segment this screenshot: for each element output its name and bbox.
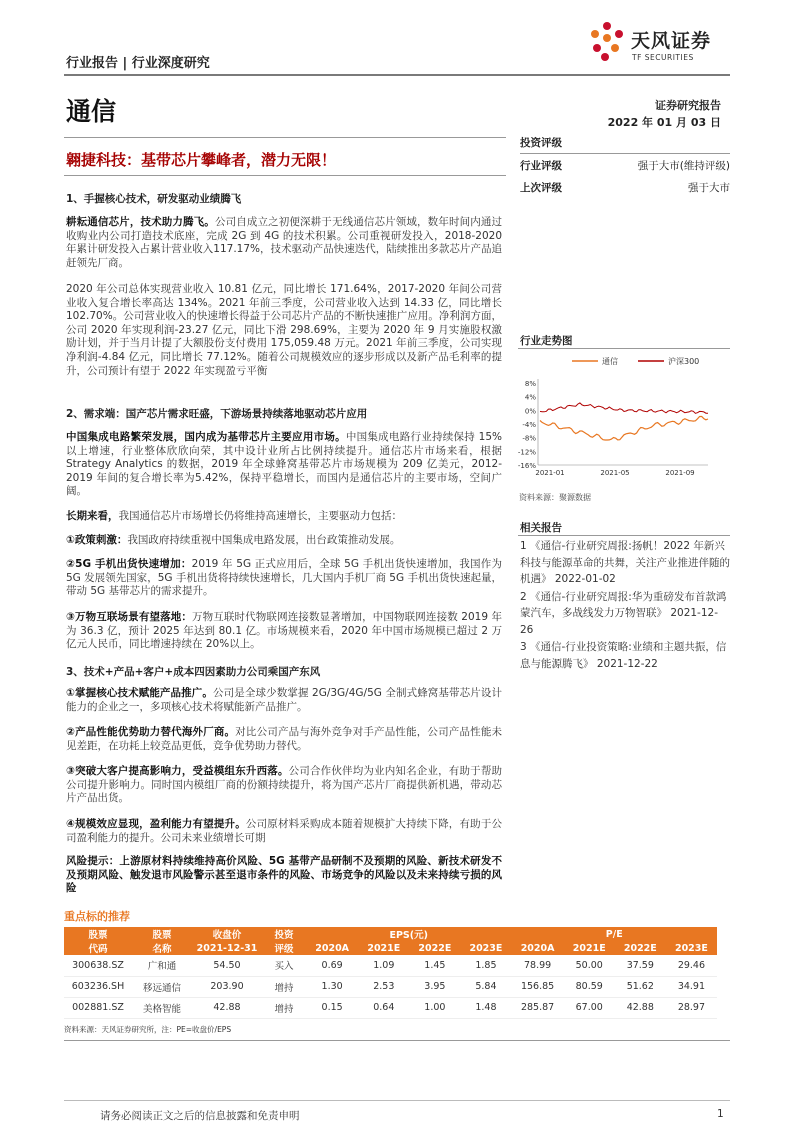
col-header: 2022E <box>409 941 460 955</box>
col-header: 2021E <box>358 941 409 955</box>
company-logo <box>585 20 725 72</box>
col-header: 2023E <box>460 941 511 955</box>
table-header-row <box>64 927 717 941</box>
table-source: 资料来源：天风证券研究所，注：PE=收盘价/EPS <box>64 1025 232 1034</box>
footer-top-rule <box>64 1040 730 1041</box>
col-header: 收盘价 <box>192 927 262 941</box>
col-header: 2020A <box>511 941 563 955</box>
col-header: P/E <box>511 927 717 941</box>
paragraph: ③万物互联场景有望落地：万物互联时代物联网连接数显著增加，中国物联网连接数 2019 年为 36.3 亿，预计 2025 年达到 80.1 亿。市场规模来看，2020 年中国市场规模已超过 2 万亿元人民币，同比增速持续在 20%以上。 <box>66 611 502 651</box>
report-date: 2022 年 01 月 03 日 <box>607 116 721 129</box>
rating-box <box>520 135 730 199</box>
related-report-link[interactable]: 1 《通信-行业研究周报:扬帆！2022 年新兴科技与能源革命的共舞，关注产业推进伴随的机遇》 2022-01-02 <box>520 540 730 585</box>
y-tick-label: 8% <box>524 380 536 388</box>
paragraph: 中国集成电路繁荣发展，国内成为基带芯片主要应用市场。中国集成电路行业持续保持 15%以上增速，行业整体欣欣向荣，其中设计业所占比例持续提升。通信芯片市场来看，根据 Strategy Analytics 的数据，2019 年全球蜂窝基带芯片市场规模为 209 亿美元，2012-2019 年间的复合增长率为5.42%，保持平稳增长，而国内是通信芯片的主要市场，空间广阔。 <box>66 431 502 498</box>
table-row: 603236.SH 移远通信 203.90 增持 1.30 2.53 3.95 5.84 156.85 80.59 51.62 34.91 <box>64 976 717 997</box>
report-type: 证券研究报告 <box>655 99 721 112</box>
col-header: 评级 <box>262 941 306 955</box>
paragraph: ②5G 手机出货快速增加：2019 年 5G 正式应用后，全球 5G 手机出货快速增加，我国作为 5G 发展领先国家，5G 手机出货将持续快速增长，几大国内手机厂商 5G 手机出货快速起量，带动 5G 基带芯片的需求提升。 <box>66 558 502 598</box>
series-line-hs300 <box>540 403 708 413</box>
y-tick-label: 4% <box>524 393 536 402</box>
header-rule <box>64 74 730 76</box>
x-tick-label: 2021-05 <box>600 469 630 477</box>
legend-telecom: 通信 <box>602 357 618 366</box>
table-row: 300638.SZ 广和通 54.50 买入 0.69 1.09 1.45 1.85 78.99 50.00 37.59 29.46 <box>64 955 717 976</box>
paragraph: 耕耘通信芯片，技术助力腾飞。公司自成立之初便深耕于无线通信芯片领域，数年时间内通过收购业内公司打造技术底座，完成 2G 到 4G 的技术积累。公司重视研发投入，2018-2020 年累计研发投入占累计营业收入117.17%，技术驱动产品快速迭代，陆续推出多款芯片产品追赶领先厂商。 <box>66 216 503 269</box>
title-top-rule <box>64 137 506 138</box>
related-rule <box>518 535 730 536</box>
related-heading: 相关报告 <box>520 522 562 534</box>
chart-source: 资料来源：聚源数据 <box>519 493 591 502</box>
col-header: 股票 <box>132 927 192 941</box>
y-tick-label: 0% <box>524 407 536 416</box>
y-tick-label: -8% <box>522 434 536 443</box>
logo-text-cn: 天风证券 <box>631 30 712 52</box>
section-heading-2: 2、需求端：国产芯片需求旺盛，下游场景持续落地驱动芯片应用 <box>66 408 368 420</box>
section-heading-3: 3、技术+产品+客户+成本四因素助力公司乘国产东风 <box>66 666 321 678</box>
y-tick-label: -16% <box>518 462 536 470</box>
col-header: 代码 <box>64 941 132 955</box>
trend-heading: 行业走势图 <box>520 335 573 347</box>
col-header: 投资 <box>262 927 306 941</box>
col-header: 2021-12-31 <box>192 941 262 955</box>
table-heading: 重点标的推荐 <box>64 910 130 923</box>
rating-rule <box>520 153 730 154</box>
rating-heading: 投资评级 <box>520 137 562 149</box>
related-report-link[interactable]: 3 《通信-行业投资策略:业绩和主题共振，信息与能源腾飞》 2021-12-22 <box>520 641 727 670</box>
risk-warning: 风险提示：上游原材料持续维持高价风险、5G 基带产品研制不及预期的风险、新技术研发不及预期风险、触发退市风险警示甚至退市条件的风险、市场竞争的风险以及未来持续亏损的风险 <box>66 855 502 895</box>
paragraph: 长期来看，我国通信芯片市场增长仍将维持高速增长，主要驱动力包括： <box>66 510 402 522</box>
col-header: 股票 <box>64 927 132 941</box>
rating-row: 上次评级 强于大市 <box>520 182 730 194</box>
col-header: 2023E <box>666 941 717 955</box>
table-row: 002881.SZ 美格智能 42.88 增持 0.15 0.64 1.00 1.48 285.87 67.00 42.88 28.97 <box>64 997 717 1018</box>
col-header: 2022E <box>615 941 666 955</box>
footer-rule <box>64 1100 730 1101</box>
legend-hs300: 沪深300 <box>668 357 700 366</box>
section-heading-1: 1、手握核心技术，研发驱动业绩腾飞 <box>66 193 242 205</box>
y-tick-label: -12% <box>518 448 536 457</box>
col-header: 2020A <box>306 941 358 955</box>
disclaimer: 请务必阅读正文之后的信息披露和免责申明 <box>100 1110 300 1122</box>
rating-row: 行业评级 强于大市(维持评级) <box>520 160 730 172</box>
trend-chart <box>518 347 730 487</box>
page-number: 1 <box>717 1108 724 1120</box>
x-tick-label: 2021-01 <box>535 469 565 477</box>
trend-chart-svg <box>518 347 730 487</box>
report-category: 行业报告 | 行业深度研究 <box>66 56 210 71</box>
y-tick-label: -4% <box>522 421 536 429</box>
related-report-link[interactable]: 2 《通信-行业研究周报:华为重磅发布首款鸿蒙汽车，多战线发力万物智联》 2021-12-26 <box>520 590 727 636</box>
paragraph: ④规模效应显现，盈利能力有望提升。公司原材料采购成本随着规模扩大持续下降，有助于公司盈利能力的提升。公司未来业绩增长可期 <box>66 818 503 844</box>
paragraph: ②产品性能优势助力替代海外厂商。对比公司产品与海外竞争对手产品性能，公司产品性能未见差距，在功耗上较竞品更低，竞争优势助力替代。 <box>66 726 502 752</box>
stock-table <box>64 927 717 1019</box>
main-title: 翱捷科技：基带芯片攀峰者，潜力无限！ <box>66 151 337 169</box>
col-header: 名称 <box>132 941 192 955</box>
col-header: EPS(元) <box>306 927 511 941</box>
related-reports-list <box>520 538 730 673</box>
series-line-telecom <box>540 417 708 441</box>
paragraph: ①政策刺激：我国政府持续重视中国集成电路发展，出台政策推动发展。 <box>66 534 401 546</box>
paragraph: ③突破大客户提高影响力，受益模组东升西落。公司合作伙伴均为业内知名企业，有助于帮助公司提升影响力。同时国内模组厂商的份额持续提升，将为国产芯片厂商提供新机遇，带动芯片产品出货。 <box>66 765 503 805</box>
paragraph: 2020 年公司总体实现营业收入 10.81 亿元，同比增长 171.64%，2017-2020 年间公司营业收入复合增长率高达 134%。2021 年前三季度，公司营业收入达到 14.33 亿，同比增长 102.70%。公司营业收入的快速增长得益于公司芯片产品的不断快速推广应用。净利润方面，公司 2020 年实现利润-23.27 亿元，同比下滑 298.69%，主要为 2020 年 9 月实施股权激励计划，并于当月计提了大额股份支付费用 175,059.48 万元。2021 年前三季度，公司实现净利润-4.84 亿元，同比增长 77.12%。随着公司规模效应的逐步形成以及新产品毛利率的提升，公司预计有望于 2022 年实现盈亏平衡 <box>66 283 502 377</box>
col-header: 2021E <box>564 941 615 955</box>
sector-title: 通信 <box>66 97 117 126</box>
logo-text-en: TF SECURITIES <box>632 53 694 62</box>
title-bottom-rule <box>64 175 506 176</box>
x-tick-label: 2021-09 <box>665 469 695 477</box>
table-header-row <box>64 941 717 955</box>
logo-mark-icon <box>585 20 629 64</box>
paragraph: ①掌握核心技术赋能产品推广。公司是全球少数掌握 2G/3G/4G/5G 全制式蜂窝基带芯片设计能力的企业之一，多项核心技术将赋能新产品推广。 <box>66 687 502 713</box>
